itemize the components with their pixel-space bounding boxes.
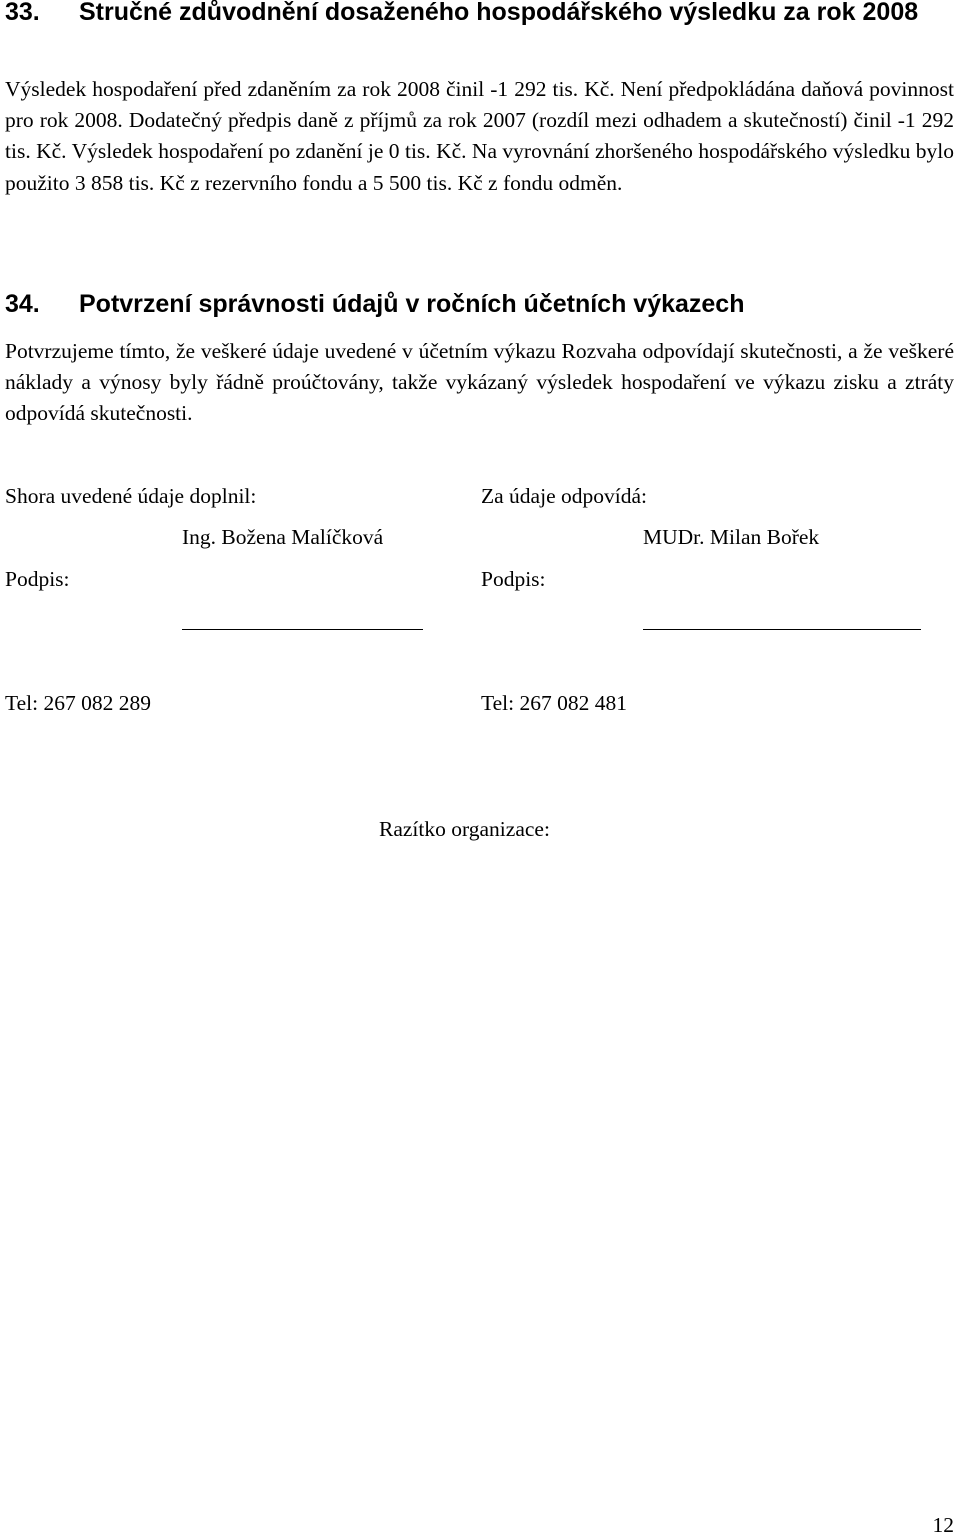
- left-signature-line: [182, 629, 423, 630]
- page-number: 12: [932, 1513, 954, 1537]
- left-signer-label: Shora uvedené údaje doplnil:: [5, 484, 257, 508]
- section-34-title: Potvrzení správnosti údajů v ročních účetních výkazech: [79, 290, 745, 318]
- section-34-heading: [5, 288, 955, 320]
- right-signature-line: [643, 629, 921, 630]
- section-33-number: 33.: [5, 0, 40, 26]
- left-signature-label: Podpis:: [5, 567, 70, 591]
- left-signer-name: Ing. Božena Malíčková: [182, 525, 384, 549]
- left-phone: Tel: 267 082 289: [5, 691, 151, 715]
- section-34-number: 34.: [5, 290, 40, 318]
- stamp-label: Razítko organizace:: [379, 817, 550, 841]
- section-34-body: Potvrzujeme tímto, že veškeré údaje uvedené v účetním výkazu Rozvaha odpovídají skutečnosti, a že veškeré náklady a výnosy byly řádně proúčtovány, takže vykázaný výsledek hospodaření ve výkazu zisku a ztráty odpovídá skutečnosti.: [5, 339, 954, 426]
- section-33-body: Výsledek hospodaření před zdaněním za rok 2008 činil -1 292 tis. Kč. Není předpokládána daňová povinnost pro rok 2008. Dodatečný předpis daně z příjmů za rok 2007 (rozdíl mezi odhadem a skutečností) činil -1 292 tis. Kč. Výsledek hospodaření po zdanění je 0 tis. Kč. Na vyrovnání zhoršeného hospodářského výsledku bylo použito 3 858 tis. Kč z rezervního fondu a 5 500 tis. Kč z fondu odměn.: [5, 77, 954, 195]
- right-signature-label: Podpis:: [481, 567, 546, 591]
- right-signer-label: Za údaje odpovídá:: [481, 484, 647, 508]
- right-signer-name: MUDr. Milan Bořek: [643, 525, 820, 549]
- right-phone: Tel: 267 082 481: [481, 691, 627, 715]
- section-33-title: Stručné zdůvodnění dosaženého hospodářského výsledku za rok 2008: [79, 0, 919, 26]
- section-33-heading: [5, 0, 955, 28]
